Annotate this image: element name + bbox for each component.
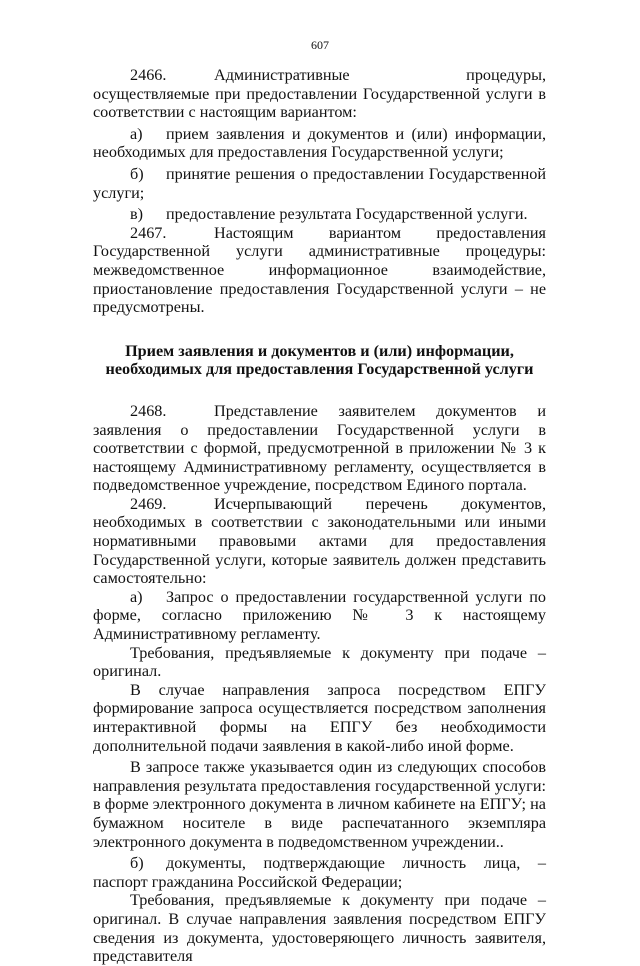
list-item-b [93,165,546,202]
clause-text: Настоящим вариантом предоставления Государственной услуги административные процедуры: межведомственное информационное взаимодействие, приостановление предоставления Государственной услуги – не предусмотрены. [93,223,546,317]
item-label: в) [130,205,144,224]
paragraph-requirements-epgu: Требования, предъявляемые к документу при подаче – оригинал. В случае направления заявления посредством ЕПГУ сведения из документа, удостоверяющего личность заявителя, представителя [93,891,546,966]
clause-text: Административные процедуры, осуществляемые при предоставлении Государственной услуги в соответствии с настоящим вариантом: [93,66,546,122]
clause-text: Представление заявителем документов и заявления о предоставлении Государственной услуги в соответствии с формой, предусмотренной в приложении № 3 к настоящему Административному регламенту, осуществляется в подведомственное учреждение, посредством Единого портала. [93,401,546,495]
list-item-b [93,854,546,891]
item-label: а) [130,587,143,606]
list-item-a [93,125,546,162]
clause-number: 2468. [130,401,167,420]
paragraph-result-methods: В запросе также указывается один из следующих способов направления результата предоставления государственной услуги: в форме электронного документа в личном кабинете на ЕПГУ; на бумажном носителе в виде распечатанного экземпляра электронного документа в подведомственном учреждении.. [93,758,546,851]
item-text: предоставление результата Государственной услуги. [166,205,528,224]
paragraph-requirements: Требования, предъявляемые к документу при подаче – оригинал. [93,643,546,681]
section-heading: Прием заявления и документов и (или) информации, необходимых для предоставления Государственной услуги [105,341,534,379]
list-item-a [93,588,546,644]
clause-2469 [93,495,546,588]
clause-2467 [93,224,546,317]
clause-2468 [93,402,546,495]
list-item-v [93,205,546,224]
paragraph-epgu-request: В случае направления запроса посредством ЕПГУ формирование запроса осуществляется посредством заполнения интерактивной формы на ЕПГУ без необходимости дополнительной подачи заявления в какой-либо иной форме. [93,680,546,755]
item-text: документы, подтверждающие личность лица, – паспорт гражданина Российской Федерации; [93,854,546,891]
item-label: а) [130,124,143,143]
item-text: Запрос о предоставлении государственной услуги по форме, согласно приложению № 3 к настоящему Административному регламенту. [93,587,546,644]
clause-2466 [93,66,546,122]
document-body [93,66,546,966]
item-label: б) [130,164,144,183]
clause-text: Исчерпывающий перечень документов, необходимых в соответствии с законодательными или иными нормативными правовыми актами для предоставления Государственной услуги, которые заявитель должен представить самостоятельно: [93,494,546,588]
item-text: прием заявления и документов и (или) информации, необходимых для предоставления Государственной услуги; [93,124,546,162]
clause-number: 2467. [130,223,167,242]
clause-number: 2466. [130,66,167,84]
item-label: б) [130,854,144,873]
item-text: принятие решения о предоставлении Государственной услуги; [93,164,546,202]
page-number: 607 [311,38,329,52]
clause-number: 2469. [130,494,167,513]
